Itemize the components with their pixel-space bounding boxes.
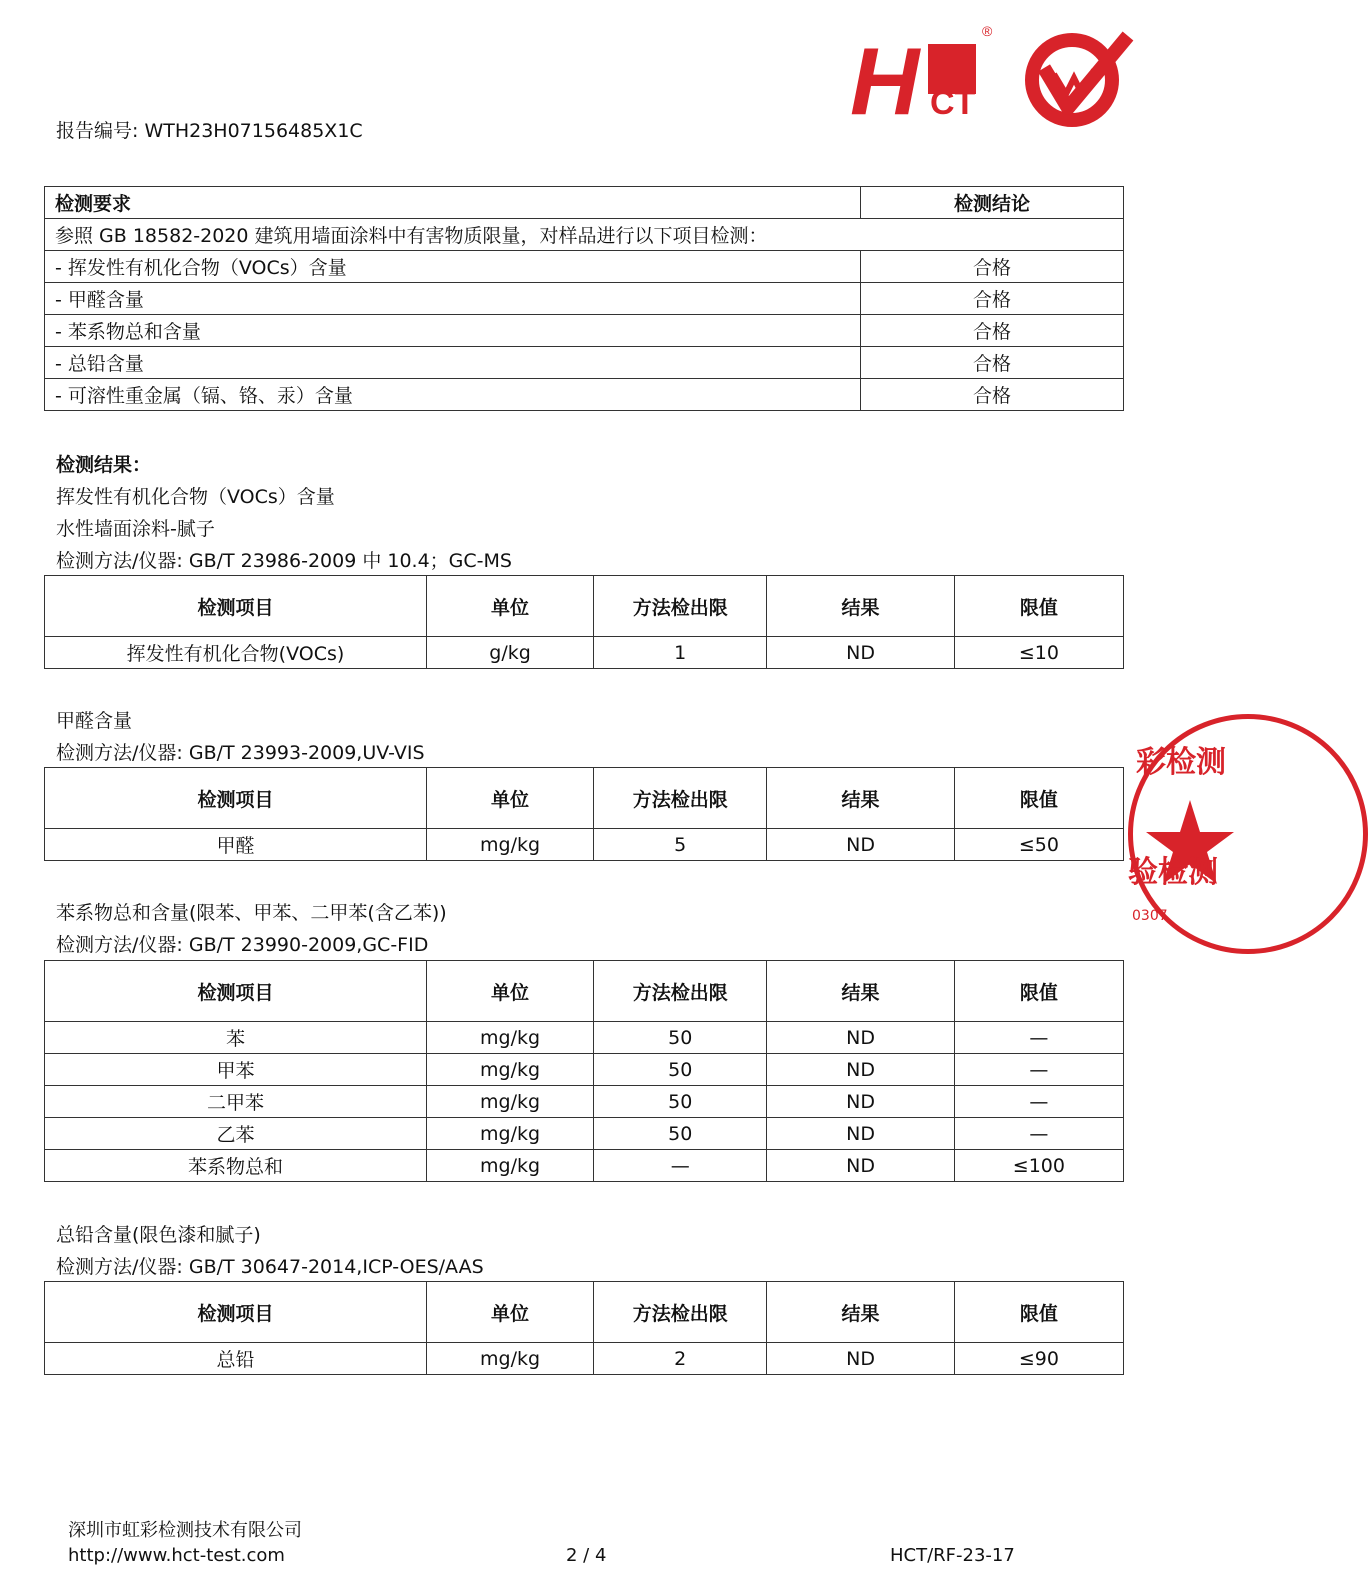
requirement-conclusion: 合格: [861, 315, 1124, 347]
col-conclusion: 检测结论: [861, 187, 1124, 219]
cell-result: ND: [767, 1022, 954, 1054]
header-unit: 单位: [426, 1282, 593, 1343]
header-unit: 单位: [426, 768, 593, 829]
header-mdl: 方法检出限: [594, 961, 767, 1022]
stamp-code: 0307: [1132, 908, 1168, 924]
cell-unit: mg/kg: [426, 1054, 593, 1086]
cell-result: ND: [767, 637, 954, 669]
cell-limit: ≤90: [954, 1343, 1123, 1375]
cell-unit: mg/kg: [426, 1022, 593, 1054]
header-limit: 限值: [954, 576, 1123, 637]
logo-reg: ®: [982, 23, 993, 39]
footer-page-number: 2 / 4: [566, 1545, 607, 1566]
cell-mdl: 1: [594, 637, 767, 669]
cell-limit: —: [954, 1022, 1123, 1054]
cell-mdl: 50: [594, 1118, 767, 1150]
header-item: 检测项目: [45, 961, 427, 1022]
header-result: 结果: [767, 961, 954, 1022]
cell-item: 乙苯: [45, 1118, 427, 1150]
cell-unit: g/kg: [426, 637, 593, 669]
header-limit: 限值: [954, 1282, 1123, 1343]
header-item: 检测项目: [45, 768, 427, 829]
footer-website[interactable]: http://www.hct-test.com: [68, 1545, 285, 1566]
requirement-item: - 挥发性有机化合物（VOCs）含量: [45, 251, 861, 283]
header-unit: 单位: [426, 576, 593, 637]
table-row: [45, 1086, 1124, 1118]
table-row: [45, 251, 1124, 283]
formaldehyde-method: 检测方法/仪器: GB/T 23993-2009,UV-VIS: [56, 742, 425, 764]
cell-result: ND: [767, 1086, 954, 1118]
cell-mdl: —: [594, 1150, 767, 1182]
cell-limit: ≤10: [954, 637, 1123, 669]
requirement-item: - 总铅含量: [45, 347, 861, 379]
header-unit: 单位: [426, 961, 593, 1022]
table-row: [45, 1054, 1124, 1086]
cell-result: ND: [767, 1343, 954, 1375]
voc-table: [44, 575, 1124, 669]
lead-method: 检测方法/仪器: GB/T 30647-2014,ICP-OES/AAS: [56, 1256, 484, 1278]
hct-logo: [850, 22, 1000, 135]
cell-result: ND: [767, 1150, 954, 1182]
benzene-method: 检测方法/仪器: GB/T 23990-2009,GC-FID: [56, 934, 429, 956]
col-requirement: 检测要求: [45, 187, 861, 219]
cell-unit: mg/kg: [426, 1150, 593, 1182]
footer-company: 深圳市虹彩检测技术有限公司: [68, 1520, 302, 1541]
voc-subtitle: 水性墙面涂料-腻子: [56, 518, 215, 540]
table-row: [45, 379, 1124, 411]
voc-title: 挥发性有机化合物（VOCs）含量: [56, 486, 335, 508]
results-heading: 检测结果：: [56, 454, 152, 476]
stamp-text-top: 彩检测: [1136, 745, 1226, 780]
cell-item: 二甲苯: [45, 1086, 427, 1118]
requirement-conclusion: 合格: [861, 379, 1124, 411]
table-row: [45, 637, 1124, 669]
header-limit: 限值: [954, 768, 1123, 829]
requirement-conclusion: 合格: [861, 347, 1124, 379]
requirement-conclusion: 合格: [861, 283, 1124, 315]
cell-item: 苯: [45, 1022, 427, 1054]
requirements-table: [44, 186, 1124, 411]
cell-limit: ≤100: [954, 1150, 1123, 1182]
table-row: [45, 1022, 1124, 1054]
requirement-item: - 苯系物总和含量: [45, 315, 861, 347]
header-limit: 限值: [954, 961, 1123, 1022]
logo-h: H: [850, 28, 920, 135]
cell-limit: —: [954, 1086, 1123, 1118]
cell-unit: mg/kg: [426, 1343, 593, 1375]
cell-mdl: 5: [594, 829, 767, 861]
check-mark-logo-icon: [1024, 30, 1134, 126]
cell-item: 甲醛: [45, 829, 427, 861]
benzene-title: 苯系物总和含量(限苯、甲苯、二甲苯(含乙苯)): [56, 902, 447, 924]
header-item: 检测项目: [45, 1282, 427, 1343]
requirement-item: - 甲醛含量: [45, 283, 861, 315]
cell-unit: mg/kg: [426, 1086, 593, 1118]
cell-result: ND: [767, 1054, 954, 1086]
cell-result: ND: [767, 1118, 954, 1150]
cell-item: 总铅: [45, 1343, 427, 1375]
table-row: [45, 283, 1124, 315]
requirements-reference: 参照 GB 18582-2020 建筑用墙面涂料中有害物质限量，对样品进行以下项目检测：: [45, 219, 1124, 251]
cell-mdl: 2: [594, 1343, 767, 1375]
header-mdl: 方法检出限: [594, 576, 767, 637]
formaldehyde-table: [44, 767, 1124, 861]
voc-method: 检测方法/仪器: GB/T 23986-2009 中 10.4；GC-MS: [56, 550, 512, 572]
table-row: [45, 347, 1124, 379]
requirement-conclusion: 合格: [861, 251, 1124, 283]
table-row: [45, 829, 1124, 861]
cell-mdl: 50: [594, 1022, 767, 1054]
cell-mdl: 50: [594, 1086, 767, 1118]
requirement-item: - 可溶性重金属（镉、铬、汞）含量: [45, 379, 861, 411]
report-number-label: 报告编号:: [56, 120, 145, 142]
red-seal-stamp: [1128, 714, 1368, 954]
benzene-table: [44, 960, 1124, 1182]
formaldehyde-title: 甲醛含量: [56, 710, 133, 732]
logo-ct: CT: [930, 84, 976, 122]
header-result: 结果: [767, 1282, 954, 1343]
cell-item: 苯系物总和: [45, 1150, 427, 1182]
cell-limit: —: [954, 1118, 1123, 1150]
table-row: [45, 1150, 1124, 1182]
cell-unit: mg/kg: [426, 1118, 593, 1150]
cell-item: 挥发性有机化合物(VOCs): [45, 637, 427, 669]
header-result: 结果: [767, 576, 954, 637]
stamp-text-bottom: 验检测: [1128, 855, 1218, 890]
footer-form-code: HCT/RF-23-17: [890, 1545, 1015, 1566]
header-mdl: 方法检出限: [594, 1282, 767, 1343]
table-row: [45, 315, 1124, 347]
cell-limit: ≤50: [954, 829, 1123, 861]
lead-title: 总铅含量(限色漆和腻子): [56, 1224, 261, 1246]
report-number: [56, 116, 363, 143]
report-number-value: WTH23H07156485X1C: [144, 120, 363, 142]
header-mdl: 方法检出限: [594, 768, 767, 829]
table-row: [45, 1118, 1124, 1150]
header-result: 结果: [767, 768, 954, 829]
cell-limit: —: [954, 1054, 1123, 1086]
header-item: 检测项目: [45, 576, 427, 637]
lead-table: [44, 1281, 1124, 1375]
cell-result: ND: [767, 829, 954, 861]
cell-mdl: 50: [594, 1054, 767, 1086]
table-row: [45, 1343, 1124, 1375]
cell-item: 甲苯: [45, 1054, 427, 1086]
cell-unit: mg/kg: [426, 829, 593, 861]
